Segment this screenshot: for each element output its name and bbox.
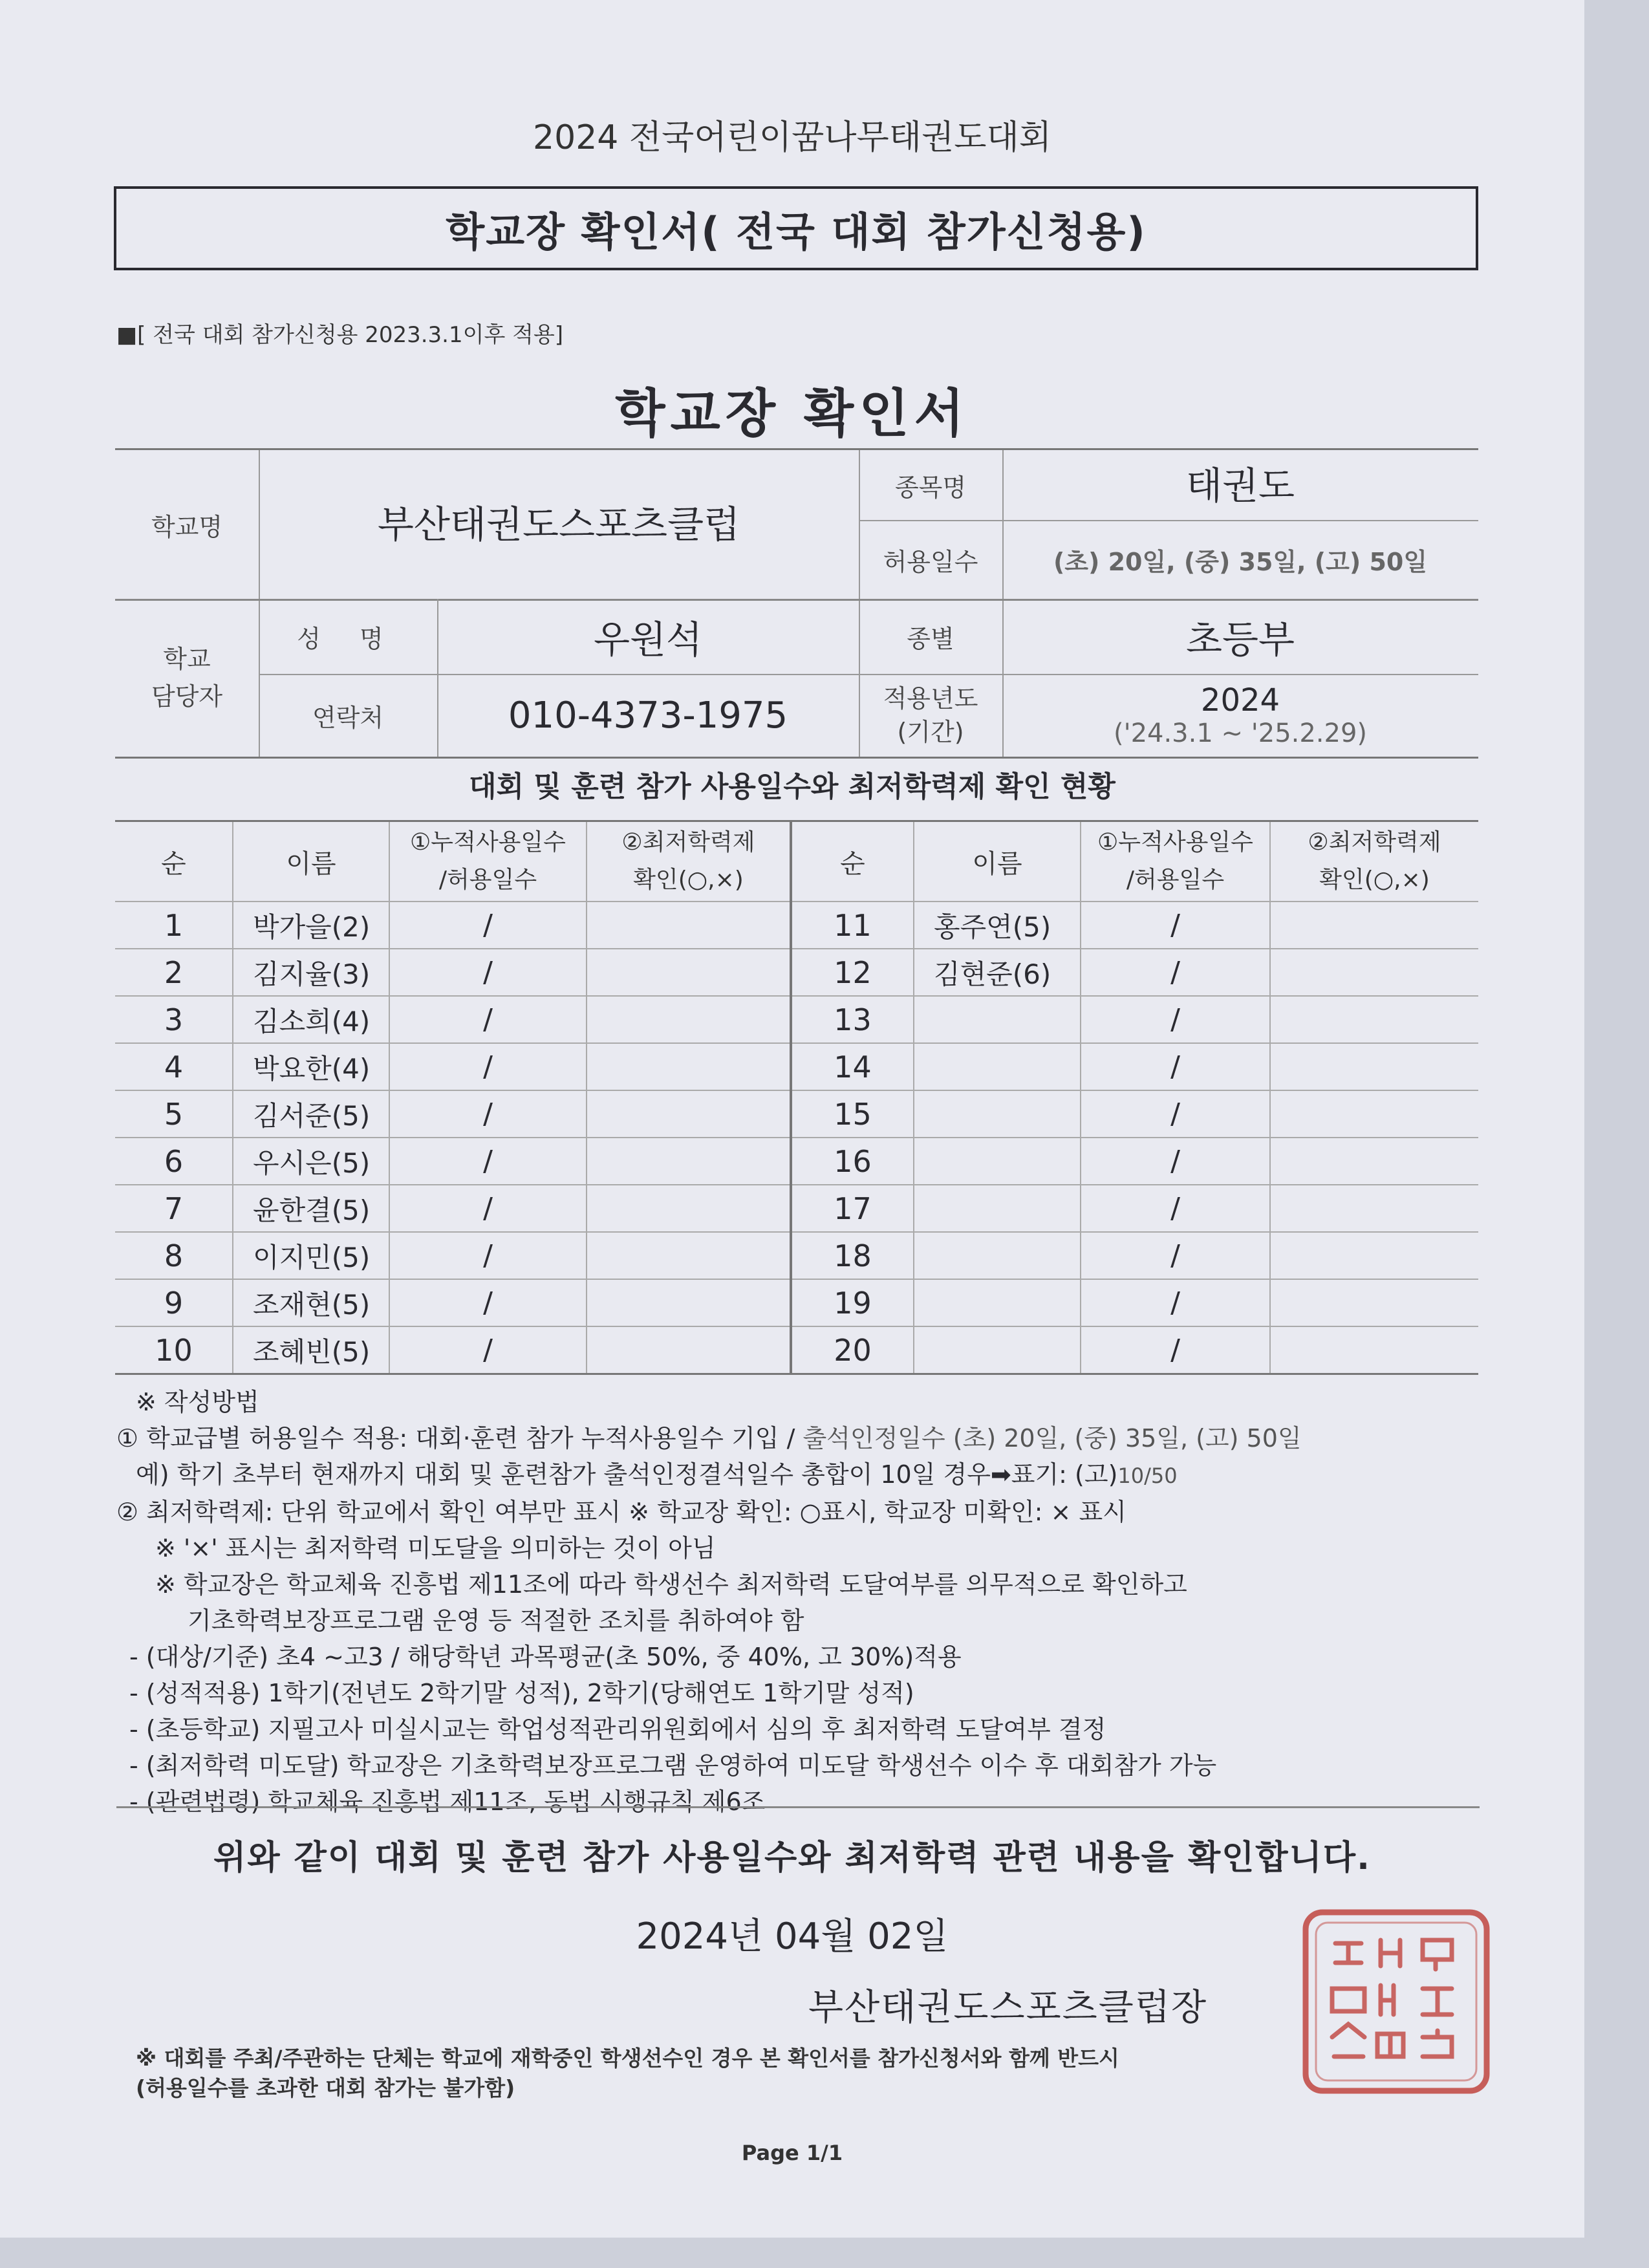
check-cell bbox=[587, 1279, 791, 1326]
note-line bbox=[116, 1420, 1487, 1456]
check-cell bbox=[587, 1043, 791, 1090]
header-name-right: 이름 bbox=[914, 822, 1081, 902]
table-row bbox=[115, 1326, 1478, 1373]
check-cell bbox=[587, 1326, 791, 1373]
roster-table bbox=[115, 820, 1478, 1375]
check-cell bbox=[587, 1138, 791, 1185]
header-days-right: ①누적사용일수 /허용일수 bbox=[1081, 822, 1270, 902]
row-no: 9 bbox=[115, 1279, 233, 1326]
header-check-right: ②최저학력제 확인(○,×) bbox=[1270, 822, 1478, 902]
contact-label: 연락처 bbox=[312, 703, 384, 732]
days-cell: / bbox=[1081, 1043, 1270, 1090]
row-no: 14 bbox=[791, 1043, 914, 1090]
days-cell: / bbox=[1081, 1326, 1270, 1373]
document-heading: 학교장 확인서 bbox=[615, 383, 969, 444]
student-name bbox=[914, 1232, 1081, 1279]
row-no: 8 bbox=[115, 1232, 233, 1279]
school-label: 학교명 bbox=[151, 512, 223, 541]
notice-tag: ■[ 전국 대회 참가신청용 2023.3.1이후 적용] bbox=[116, 322, 564, 348]
manager-name: 우원석 bbox=[593, 618, 703, 662]
days-cell: / bbox=[1081, 1185, 1270, 1232]
check-cell bbox=[1270, 902, 1478, 949]
row-no: 2 bbox=[115, 949, 233, 996]
table-row bbox=[115, 996, 1478, 1043]
row-no: 17 bbox=[791, 1185, 914, 1232]
table-row bbox=[115, 902, 1478, 949]
days-cell: / bbox=[389, 949, 587, 996]
year-label: 적용년도 (기간) bbox=[883, 684, 978, 746]
manager-label: 학교 담당자 bbox=[151, 645, 223, 711]
info-table bbox=[115, 448, 1478, 759]
check-cell bbox=[1270, 1043, 1478, 1090]
row-no: 18 bbox=[791, 1232, 914, 1279]
student-name: 박가을(2) bbox=[233, 902, 389, 949]
student-name: 김지율(3) bbox=[233, 949, 389, 996]
student-name: 박요한(4) bbox=[233, 1043, 389, 1090]
note-highlight: 출석인정일수 (초) 20일, (중) 35일, (고) 50일 bbox=[803, 1424, 1302, 1453]
contact-value: 010-4373-1975 bbox=[508, 694, 788, 737]
days-cell: / bbox=[389, 1185, 587, 1232]
days-cell: / bbox=[1081, 1090, 1270, 1138]
note-line: - (초등학교) 지필고사 미실시교는 학업성적관리위원회에서 심의 후 최저학력 도달여부 결정 bbox=[129, 1715, 1106, 1744]
note-line: ※ 학교장은 학교체육 진흥법 제11조에 따라 학생선수 최저학력 도달여부를 의무적으로 확인하고 bbox=[155, 1570, 1187, 1599]
student-name bbox=[914, 1326, 1081, 1373]
student-name: 우시은(5) bbox=[233, 1138, 389, 1185]
form-title-box bbox=[114, 186, 1478, 270]
row-no: 7 bbox=[115, 1185, 233, 1232]
year-value: 2024 bbox=[1200, 682, 1280, 718]
note-line: 기초학력보장프로그램 운영 등 적절한 조치를 취하여야 함 bbox=[188, 1606, 804, 1635]
notes-heading: ※ 작성방법 bbox=[136, 1388, 259, 1416]
student-name: 윤한결(5) bbox=[233, 1185, 389, 1232]
confirmation-statement: 위와 같이 대회 및 훈련 참가 사용일수와 최저학력 관련 내용을 확인합니다. bbox=[213, 1839, 1371, 1877]
note-text: 예) 학기 초부터 현재까지 대회 및 훈련참가 출석인정결석일수 총합이 10일 경우➡표기: (고) bbox=[136, 1460, 1118, 1489]
days-cell: / bbox=[1081, 1232, 1270, 1279]
row-no: 1 bbox=[115, 902, 233, 949]
days-cell: / bbox=[389, 1043, 587, 1090]
name-label: 성 명 bbox=[297, 624, 399, 653]
days-cell: / bbox=[1081, 902, 1270, 949]
event-name: 2024 전국어린이꿈나무태권도대회 bbox=[533, 118, 1051, 157]
student-name: 조재현(5) bbox=[233, 1279, 389, 1326]
allowed-days-label: 허용일수 bbox=[883, 547, 978, 576]
header-check-left: ②최저학력제 확인(○,×) bbox=[587, 822, 791, 902]
days-cell: / bbox=[389, 902, 587, 949]
note-line: - (성적적용) 1학기(전년도 2학기말 성적), 2학기(당해연도 1학기말 성적) bbox=[129, 1679, 914, 1707]
days-cell: / bbox=[1081, 949, 1270, 996]
row-no: 15 bbox=[791, 1090, 914, 1138]
days-cell: / bbox=[389, 1138, 587, 1185]
check-cell bbox=[1270, 996, 1478, 1043]
divider bbox=[116, 1806, 1480, 1808]
official-seal-stamp bbox=[1297, 1905, 1497, 2099]
header-name-left: 이름 bbox=[233, 822, 389, 902]
row-no: 20 bbox=[791, 1326, 914, 1373]
row-no: 12 bbox=[791, 949, 914, 996]
student-name: 조혜빈(5) bbox=[233, 1326, 389, 1373]
check-cell bbox=[1270, 1185, 1478, 1232]
note-line: ※ '×' 표시는 최저학력 미도달을 의미하는 것이 아님 bbox=[155, 1534, 716, 1562]
table-row bbox=[115, 1185, 1478, 1232]
header-no-right: 순 bbox=[791, 822, 914, 902]
student-name: 이지민(5) bbox=[233, 1232, 389, 1279]
note-highlight: 10/50 bbox=[1117, 1463, 1178, 1488]
status-heading: 대회 및 훈련 참가 사용일수와 최저학력제 확인 현황 bbox=[469, 770, 1116, 803]
student-name bbox=[914, 996, 1081, 1043]
writing-instructions bbox=[116, 1384, 1487, 1820]
table-row bbox=[115, 1090, 1478, 1138]
check-cell bbox=[1270, 949, 1478, 996]
note-line: - (최저학력 미도달) 학교장은 기초학력보장프로그램 운영하여 미도달 학생선수 이수 후 대회참가 가능 bbox=[129, 1751, 1217, 1780]
form-title: 학교장 확인서( 전국 대회 참가신청용) bbox=[446, 208, 1147, 255]
header-days-left: ①누적사용일수 /허용일수 bbox=[389, 822, 587, 902]
check-cell bbox=[587, 1232, 791, 1279]
footnote: ※ 대회를 주최/주관하는 단체는 학교에 재학중인 학생선수인 경우 본 확인서를 참가신청서와 함께 반드시 (허용일수를 초과한 대회 참가는 불가함) bbox=[136, 2046, 1119, 2101]
year-period: ('24.3.1 ~ '25.2.29) bbox=[1113, 718, 1368, 748]
student-name bbox=[914, 1043, 1081, 1090]
note-line bbox=[116, 1456, 1487, 1494]
student-name: 홍주연(5) bbox=[914, 902, 1081, 949]
row-no: 16 bbox=[791, 1138, 914, 1185]
sport-label: 종목명 bbox=[894, 473, 967, 502]
signer-title: 부산태권도스포츠클럽장 bbox=[808, 1987, 1208, 2029]
days-cell: / bbox=[389, 1279, 587, 1326]
note-line: ② 최저학력제: 단위 학교에서 확인 여부만 표시 ※ 학교장 확인: ○표시, 학교장 미확인: × 표시 bbox=[116, 1498, 1126, 1526]
year-cell bbox=[1002, 674, 1478, 757]
days-cell: / bbox=[1081, 1279, 1270, 1326]
student-name: 김소희(4) bbox=[233, 996, 389, 1043]
row-no: 5 bbox=[115, 1090, 233, 1138]
row-no: 13 bbox=[791, 996, 914, 1043]
days-cell: / bbox=[1081, 1138, 1270, 1185]
student-name bbox=[914, 1185, 1081, 1232]
table-row bbox=[115, 1279, 1478, 1326]
student-name: 김서준(5) bbox=[233, 1090, 389, 1138]
check-cell bbox=[587, 902, 791, 949]
check-cell bbox=[587, 1185, 791, 1232]
note-line: - (관련법령) 학교체육 진흥법 제11조, 동법 시행규칙 제6조 bbox=[129, 1787, 766, 1816]
note-text: ① 학교급별 허용일수 적용: 대회·훈련 참가 누적사용일수 기입 / bbox=[116, 1424, 803, 1453]
sport-value: 태권도 bbox=[1185, 464, 1295, 508]
school-name: 부산태권도스포츠클럽 bbox=[377, 502, 740, 546]
check-cell bbox=[1270, 1279, 1478, 1326]
student-name: 김현준(6) bbox=[914, 949, 1081, 996]
table-row bbox=[115, 1232, 1478, 1279]
row-no: 19 bbox=[791, 1279, 914, 1326]
days-cell: / bbox=[1081, 996, 1270, 1043]
issue-date: 2024년 04월 02일 bbox=[636, 1916, 949, 1958]
student-name bbox=[914, 1279, 1081, 1326]
check-cell bbox=[587, 949, 791, 996]
division-label: 종별 bbox=[907, 624, 954, 653]
header-no-left: 순 bbox=[115, 822, 233, 902]
student-name bbox=[914, 1138, 1081, 1185]
check-cell bbox=[587, 996, 791, 1043]
division-value: 초등부 bbox=[1185, 618, 1295, 662]
allowed-days-value: (초) 20일, (중) 35일, (고) 50일 bbox=[1053, 547, 1428, 576]
table-row bbox=[115, 1043, 1478, 1090]
days-cell: / bbox=[389, 1090, 587, 1138]
days-cell: / bbox=[389, 1232, 587, 1279]
check-cell bbox=[1270, 1090, 1478, 1138]
check-cell bbox=[587, 1090, 791, 1138]
note-line: - (대상/기준) 초4 ~고3 / 해당학년 과목평균(초 50%, 중 40%, 고 30%)적용 bbox=[129, 1643, 962, 1671]
check-cell bbox=[1270, 1326, 1478, 1373]
table-row bbox=[115, 949, 1478, 996]
row-no: 4 bbox=[115, 1043, 233, 1090]
row-no: 10 bbox=[115, 1326, 233, 1373]
days-cell: / bbox=[389, 1326, 587, 1373]
row-no: 11 bbox=[791, 902, 914, 949]
table-row bbox=[115, 1138, 1478, 1185]
days-cell: / bbox=[389, 996, 587, 1043]
row-no: 6 bbox=[115, 1138, 233, 1185]
row-no: 3 bbox=[115, 996, 233, 1043]
page-number: Page 1/1 bbox=[741, 2141, 843, 2165]
check-cell bbox=[1270, 1232, 1478, 1279]
student-name bbox=[914, 1090, 1081, 1138]
check-cell bbox=[1270, 1138, 1478, 1185]
